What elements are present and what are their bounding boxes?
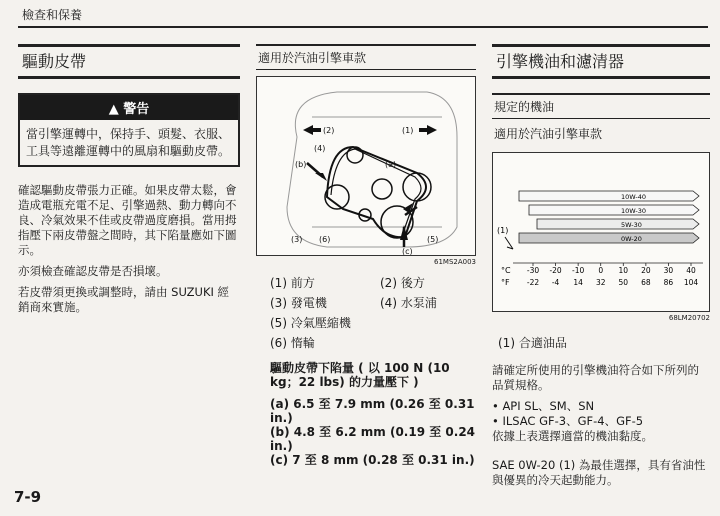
celsius-tick: 40: [686, 266, 696, 275]
legend-item: (2) 後方: [380, 276, 425, 290]
deflection-item: (a) 6.5 至 7.9 mm (0.26 至 0.31 in.): [270, 397, 475, 425]
left-column: [18, 44, 240, 321]
drive-belt-title: 驅動皮帶: [18, 44, 240, 79]
page-number: 7-9: [14, 488, 42, 506]
paragraph-tension: 確認驅動皮帶張力正確。如果皮帶太鬆，會造成電瓶充電不足、引擎過熱、動力轉向不良、冷氣效果不佳或皮帶過度磨損。當用拇指壓下兩皮帶盤之間時，其下陷量應如下圖示。: [18, 183, 237, 257]
celsius-unit: °C: [501, 266, 511, 275]
legend-item: (5) 冷氣壓縮機: [270, 316, 351, 330]
legend-item: (4) 水泵浦: [380, 296, 437, 310]
middle-column: [256, 44, 476, 467]
fahrenheit-tick: -22: [526, 278, 540, 287]
specified-oil-subtitle: 規定的機油: [492, 93, 710, 119]
oil-bar-label: 0W-20: [621, 235, 642, 243]
oil-bar-label: 10W-40: [621, 193, 647, 201]
oil-note: (1) 合適油品: [498, 336, 567, 350]
applies-gasoline: 適用於汽油引擎車款: [494, 127, 603, 141]
oil-bar-label: 10W-30: [621, 207, 647, 215]
warning-triangle-icon: ▲: [108, 102, 119, 117]
belt-diagram: [256, 76, 476, 256]
celsius-tick: -20: [549, 266, 562, 275]
label-2: (2): [323, 126, 335, 135]
gasoline-subtitle: 適用於汽油引擎車款: [256, 44, 476, 70]
oil-bar: [519, 191, 699, 201]
label-b: (b): [295, 160, 307, 169]
legend-item: (3) 發電機: [270, 296, 327, 310]
belt-diagram-svg: [257, 77, 475, 255]
paragraph-damage: 亦須檢查確認皮帶是否損壞。: [18, 264, 168, 278]
legend-item: [380, 334, 490, 351]
label-1: (1): [402, 126, 414, 135]
warning-label: 警告: [123, 102, 150, 117]
fahrenheit-tick: 86: [663, 278, 674, 287]
oil-bar-label: 5W-30: [621, 221, 642, 229]
label-3: (3): [291, 235, 303, 244]
bullet-ilsac: • ILSAC GF-3、GF-4、GF-5: [492, 414, 644, 428]
deflection-list: [256, 397, 476, 467]
oil-bar: [519, 233, 699, 243]
oil-bar: [537, 219, 699, 229]
deflection-item: (b) 4.8 至 6.2 mm (0.19 至 0.24 in.): [270, 425, 476, 453]
celsius-tick: -30: [526, 266, 540, 275]
paragraph-dealer: 若皮帶須更換或調整時，請由 SUZUKI 經銷商來實施。: [18, 285, 230, 314]
fahrenheit-unit: °F: [501, 278, 510, 287]
label-4: (4): [314, 144, 326, 153]
fahrenheit-tick: -4: [551, 278, 560, 287]
bullet-api: • API SL、SM、SN: [492, 399, 595, 413]
oil-final: SAE 0W-20 (1) 為最佳選擇，具有省油性與優異的冷天起動能力。: [492, 458, 706, 487]
page-header: [18, 6, 708, 28]
oil-chart-svg: [493, 153, 709, 311]
celsius-tick: 0: [598, 266, 604, 275]
label-5: (5): [427, 235, 439, 244]
fahrenheit-tick: 68: [641, 278, 651, 287]
fahrenheit-tick: 14: [573, 278, 583, 287]
right-column: [492, 44, 710, 494]
deflection-item: (c) 7 至 8 mm (0.28 至 0.31 in.): [270, 453, 475, 467]
diagram-code: 61MS2A003: [434, 258, 476, 266]
celsius-tick: -10: [572, 266, 585, 275]
chart-pointer: [505, 237, 513, 249]
warning-box: [18, 93, 240, 167]
engine-oil-title: 引擎機油和濾清器: [492, 44, 710, 79]
celsius-tick: 20: [641, 266, 651, 275]
legend-item: (1) 前方: [270, 276, 315, 290]
celsius-tick: 30: [663, 266, 674, 275]
label-c: (c): [402, 247, 413, 255]
legend-item: [380, 314, 490, 331]
chart-code: 68LM20702: [668, 314, 710, 322]
oil-bar: [529, 205, 699, 215]
header-section-label: 檢查和保養: [22, 8, 83, 22]
fahrenheit-tick: 104: [683, 278, 699, 287]
oil-paragraph: 請確定所使用的引擎機油符合如下所列的品質規格。: [492, 363, 699, 392]
diagram-legend: [256, 274, 476, 351]
fahrenheit-tick: 32: [595, 278, 606, 287]
warning-header: [20, 95, 238, 120]
label-6: (6): [319, 235, 331, 244]
legend-item: (6) 惰輪: [270, 336, 315, 350]
celsius-tick: 10: [618, 266, 629, 275]
deflection-title: 驅動皮帶下陷量 ( 以 100 N (10 kg；22 lbs) 的力量壓下 ): [270, 361, 450, 389]
oil-choose: 依據上表選擇適當的機油黏度。: [492, 429, 653, 443]
chart-marker-1: (1): [497, 226, 509, 235]
warning-text: 當引擎運轉中，保持手、頭髮、衣服、工具等遠離運轉中的風扇和驅動皮帶。: [26, 127, 231, 158]
oil-viscosity-chart: [492, 152, 710, 312]
label-a: (a): [385, 160, 397, 169]
fahrenheit-tick: 50: [618, 278, 629, 287]
